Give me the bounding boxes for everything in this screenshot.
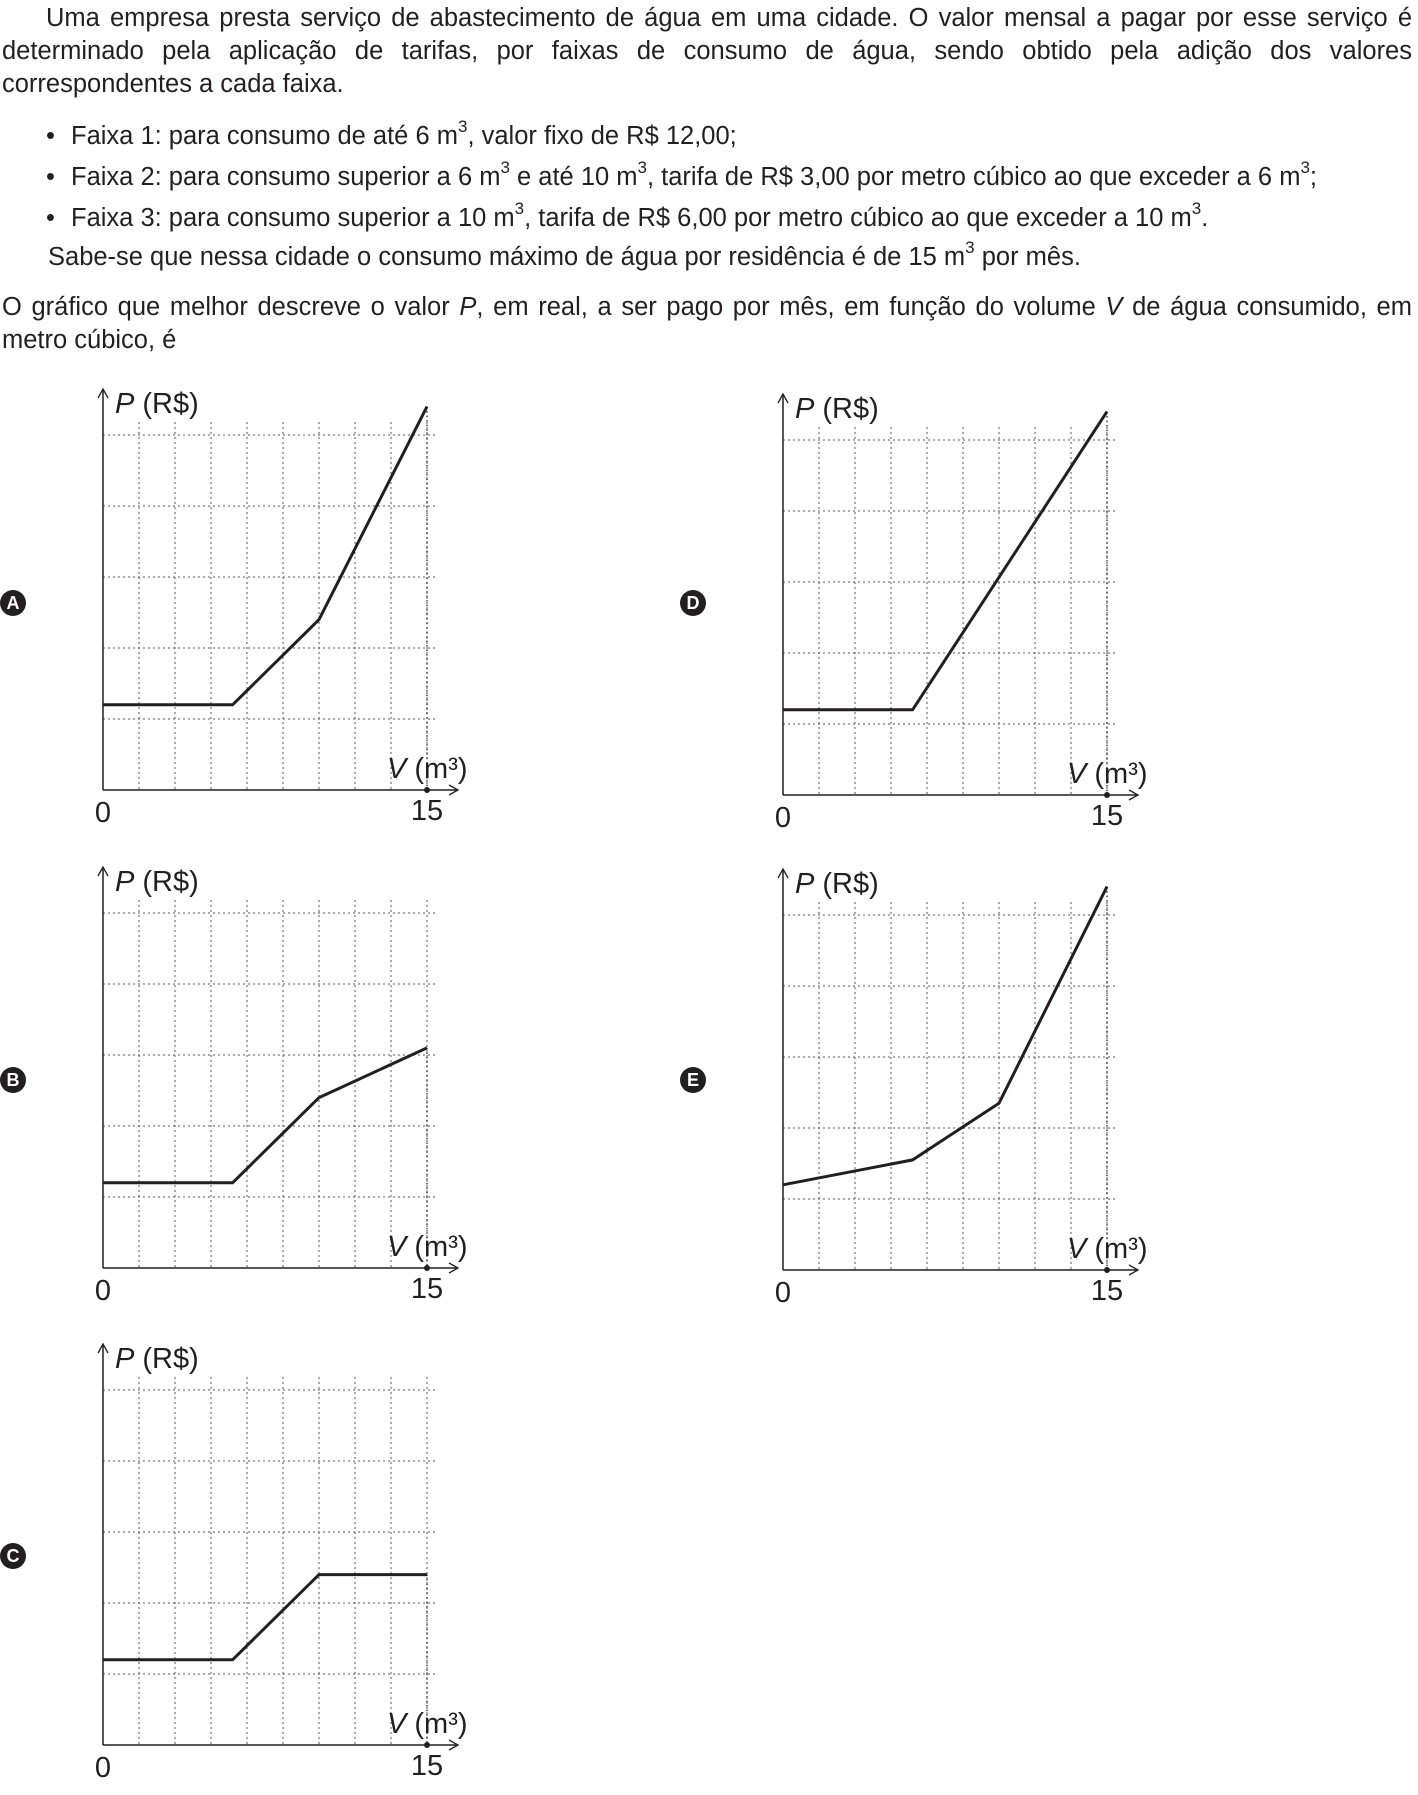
x-origin-label: 0	[94, 1752, 112, 1784]
y-axis-label: P (R$)	[115, 1343, 199, 1375]
option-badge-a[interactable]: A	[0, 590, 26, 616]
series-line	[103, 1575, 427, 1660]
grid	[103, 900, 437, 1268]
option-badge-e[interactable]: E	[680, 1067, 706, 1093]
option-badge-c[interactable]: C	[0, 1543, 26, 1569]
grid	[103, 422, 437, 790]
y-axis-label: P (R$)	[115, 866, 199, 898]
x-tick-label: 15	[1090, 800, 1124, 832]
series-line	[103, 1048, 427, 1183]
x-tick-label: 15	[410, 795, 444, 827]
x-tick-mark	[424, 787, 430, 793]
tariff-item: • Faixa 2: para consumo superior a 6 $m^3$ e até 10 $m^3$, tarifa de R$ 3,00 por metro cúbico ao que exceder a 6 $m^3$;	[46, 157, 1317, 191]
grid	[103, 1377, 437, 1745]
series-line	[783, 887, 1107, 1185]
x-tick-label: 15	[1090, 1275, 1124, 1307]
series-line	[783, 412, 1107, 710]
x-tick-mark	[424, 1742, 430, 1748]
chart-option-e	[700, 860, 1148, 1320]
x-origin-label: 0	[94, 1275, 112, 1307]
y-axis-label: P (R$)	[115, 388, 199, 420]
chart-option-c	[20, 1335, 468, 1795]
chart-option-d	[700, 385, 1148, 845]
x-tick-mark	[424, 1265, 430, 1271]
option-badge-d[interactable]: D	[680, 590, 706, 616]
x-tick-label: 15	[410, 1273, 444, 1305]
x-tick-label: 15	[410, 1750, 444, 1782]
tariff-item: • Faixa 3: para consumo superior a 10 $m^3$, tarifa de R$ 6,00 por metro cúbico ao que exceder a 10 $m^3$.	[46, 198, 1209, 232]
x-axis-label: V (m³)	[1067, 1233, 1148, 1265]
x-origin-label: 0	[94, 797, 112, 829]
series-line	[103, 407, 427, 705]
x-origin-label: 0	[774, 1277, 792, 1309]
y-axis-label: P (R$)	[795, 868, 879, 900]
tariff-item: • Faixa 1: para consumo de até 6 $m^3$, valor fixo de R$ 12,00;	[46, 116, 737, 150]
x-axis-label: V (m³)	[387, 1231, 468, 1263]
x-tick-mark	[1104, 1267, 1110, 1273]
grid	[783, 427, 1117, 795]
chart-option-b	[20, 858, 468, 1318]
intro-paragraph: Uma empresa presta serviço de abastecimento de água em uma cidade. O valor mensal a pagar por esse serviço é determinado pela aplicação de tarifas, por faixas de consumo de água, sendo obtido pela adição dos valores correspondentes a cada faixa.	[2, 4, 1412, 98]
y-axis-label: P (R$)	[795, 393, 879, 425]
x-axis-label: V (m³)	[387, 753, 468, 785]
tariff-list	[46, 116, 1317, 239]
chart-option-a	[20, 380, 468, 840]
x-origin-label: 0	[774, 802, 792, 834]
grid	[783, 902, 1117, 1270]
x-axis-label: V (m³)	[1067, 758, 1148, 790]
question-text: O gráfico que melhor descreve o valor P, em real, a ser pago por mês, em função do volume V de água consumido, em metro cúbico, é	[2, 293, 1412, 354]
x-tick-mark	[1104, 792, 1110, 798]
x-axis-label: V (m³)	[387, 1708, 468, 1740]
max-consumption-note: Sabe-se que nessa cidade o consumo máximo de água por residência é de 15 $m^3$ por mês.	[48, 237, 1081, 271]
option-badge-b[interactable]: B	[0, 1067, 26, 1093]
